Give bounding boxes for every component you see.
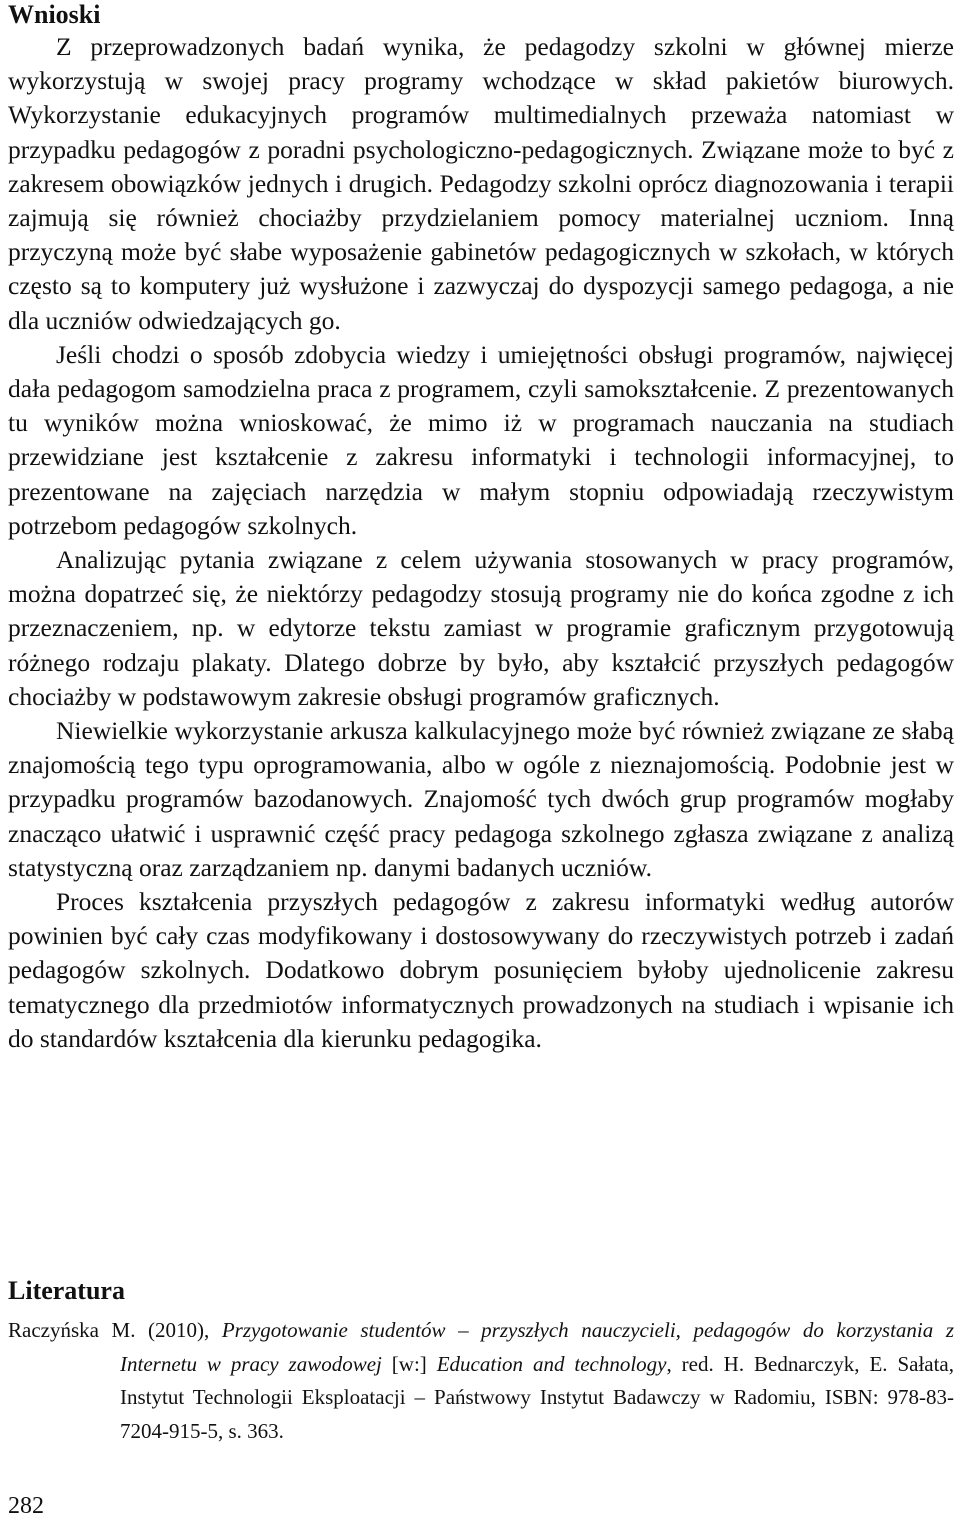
- page-number: 282: [8, 1493, 44, 1519]
- bib-details: , red. H. Bednarczyk, E. Sałata, Instytut Technologii Eksploatacji – Państwowy Instytut Badawczy w Radomiu, ISBN: 978-83-7204-915-5, s. 363.: [120, 1351, 954, 1443]
- conclusions-paragraph-4: Niewielkie wykorzystanie arkusza kalkulacyjnego może być również związane ze słabą znajomością tego typu oprogramowania, albo w ogóle z nieznajomością. Podobnie jest w przypadku programów bazodanowych. Znajomość tych dwóch grup programów mogłaby znacząco ułatwić i usprawnić część pracy pedagoga szkolnego zgłasza związane z analizą statystyczną oraz zarządzaniem np. danymi badanych uczniów.: [8, 716, 954, 882]
- conclusions-body: [8, 30, 954, 1056]
- section-title-literature: Literatura: [8, 1276, 125, 1305]
- conclusions-paragraph-1: Z przeprowadzonych badań wynika, że pedagodzy szkolni w głównej mierze wykorzystują w swojej pracy programy wchodzące w skład pakietów biurowych. Wykorzystanie edukacyjnych programów multimedialnych przeważa natomiast w przypadku pedagogów z poradni psychologiczno-pedagogicznych. Związane może to być z zakresem obowiązków jednych i drugich. Pedagodzy szkolni oprócz diagnozowania i terapii zajmują się również chociażby przydzielaniem pomocy materialnej uczniom. Inną przyczyną może być słabe wyposażenie gabinetów pedagogicznych w szkołach, w których często są to komputery już wysłużone i zazwyczaj do dyspozycji samego pedagoga, a nie dla uczniów odwiedzających go.: [8, 32, 954, 335]
- conclusions-paragraph-2: Jeśli chodzi o sposób zdobycia wiedzy i umiejętności obsługi programów, najwięcej dała pedagogom samodzielna praca z programem, czyli samokształcenie. Z prezentowanych tu wyników można wnioskować, że mimo iż w programach nauczania na studiach przewidziane jest kształcenie z zakresu informatyki i technologii informacyjnej, to prezentowane na zajęciach narzędzia w małym stopniu odpowiadają rzeczywistym potrzebom pedagogów szkolnych.: [8, 339, 954, 540]
- bib-title: Przygotowanie studentów – przyszłych nauczycieli, pedagogów do korzystania z Internetu w pracy zawodowej: [120, 1318, 954, 1376]
- bib-in-label: [w:]: [381, 1351, 437, 1376]
- bibliography-entry: [8, 1314, 954, 1448]
- conclusions-paragraph-3: Analizując pytania związane z celem używania stosowanych w pracy programów, można dopatrzeć się, że niektórzy pedagodzy stosują programy nie do końca zgodne z ich przeznaczeniem, np. w edytorze tekstu zamiast w programie graficznym przygotowują różnego rodzaju plakaty. Dlatego dobrze by było, aby kształcić przyszłych pedagogów chociażby w podstawowym zakresie obsługi programów graficznych.: [8, 545, 954, 711]
- bib-book-title: Education and technology: [436, 1351, 667, 1376]
- conclusions-paragraph-5: Proces kształcenia przyszłych pedagogów z zakresu informatyki według autorów powinien być cały czas modyfikowany i dostosowywany do rzeczywistych potrzeb i zadań pedagogów szkolnych. Dodatkowo dobrym posunięciem byłoby ujednolicenie zakresu tematycznego dla przedmiotów informatycznych prowadzonych na studiach i wpisanie ich do standardów kształcenia dla kierunku pedagogika.: [8, 887, 954, 1053]
- bib-author: Raczyńska M. (2010),: [8, 1318, 222, 1342]
- section-title-conclusions: Wnioski: [8, 0, 101, 29]
